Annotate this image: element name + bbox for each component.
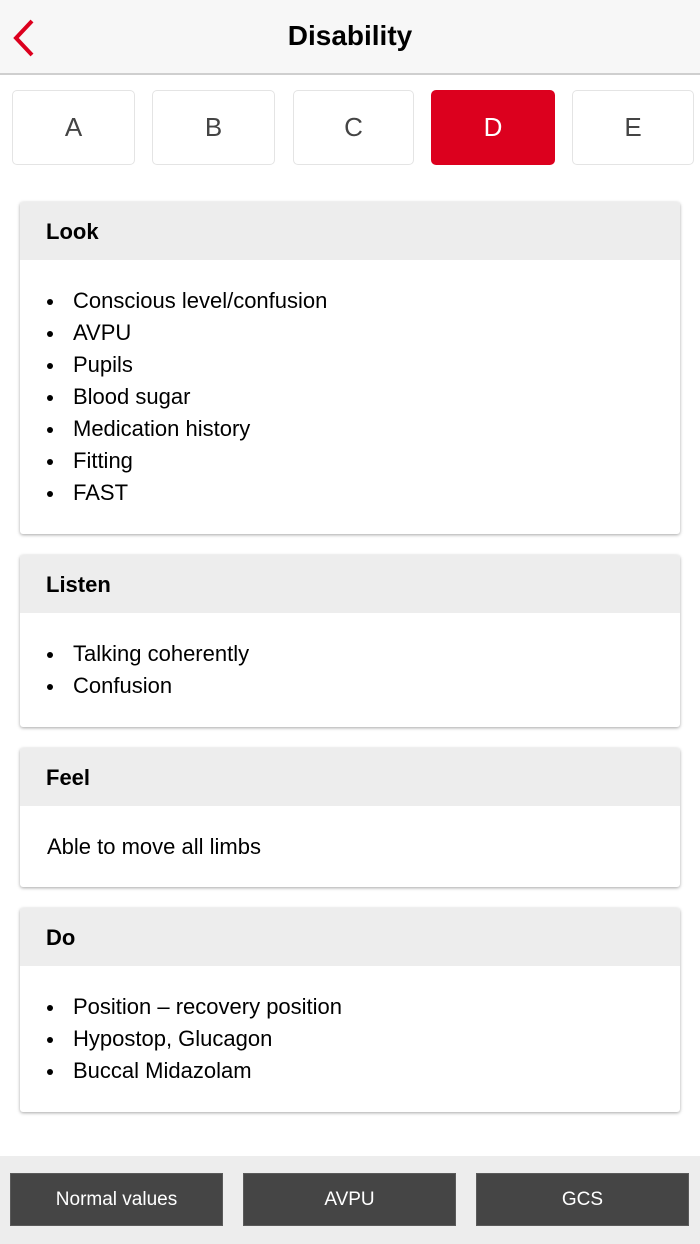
list-item: Confusion bbox=[20, 670, 680, 702]
list-item: Hypostop, Glucagon bbox=[20, 1023, 680, 1055]
card-title: Do bbox=[20, 908, 680, 966]
do-card bbox=[20, 908, 680, 1112]
tab-b[interactable]: B bbox=[152, 90, 275, 165]
listen-card bbox=[20, 555, 680, 727]
card-text: Able to move all limbs bbox=[47, 834, 261, 859]
list-item: Medication history bbox=[20, 413, 680, 445]
tab-e[interactable]: E bbox=[572, 90, 694, 165]
list-item: Blood sugar bbox=[20, 381, 680, 413]
avpu-button[interactable]: AVPU bbox=[243, 1173, 456, 1226]
nav-bar bbox=[0, 0, 700, 75]
list-item: Conscious level/confusion bbox=[20, 285, 680, 317]
tab-d[interactable]: D bbox=[431, 90, 555, 165]
card-title: Feel bbox=[20, 748, 680, 806]
card-title: Listen bbox=[20, 555, 680, 613]
list-item: Talking coherently bbox=[20, 638, 680, 670]
footer-toolbar bbox=[0, 1156, 700, 1244]
list-item: Position – recovery position bbox=[20, 991, 680, 1023]
gcs-button[interactable]: GCS bbox=[476, 1173, 689, 1226]
card-title: Look bbox=[20, 202, 680, 260]
feel-card bbox=[20, 748, 680, 887]
normal-values-button[interactable]: Normal values bbox=[10, 1173, 223, 1226]
list-item: FAST bbox=[20, 477, 680, 509]
list-item: AVPU bbox=[20, 317, 680, 349]
look-card bbox=[20, 202, 680, 534]
list-item: Fitting bbox=[20, 445, 680, 477]
page-title: Disability bbox=[287, 20, 413, 51]
list-item: Pupils bbox=[20, 349, 680, 381]
tab-a[interactable]: A bbox=[12, 90, 135, 165]
list-item: Buccal Midazolam bbox=[20, 1055, 680, 1087]
tab-c[interactable]: C bbox=[293, 90, 414, 165]
